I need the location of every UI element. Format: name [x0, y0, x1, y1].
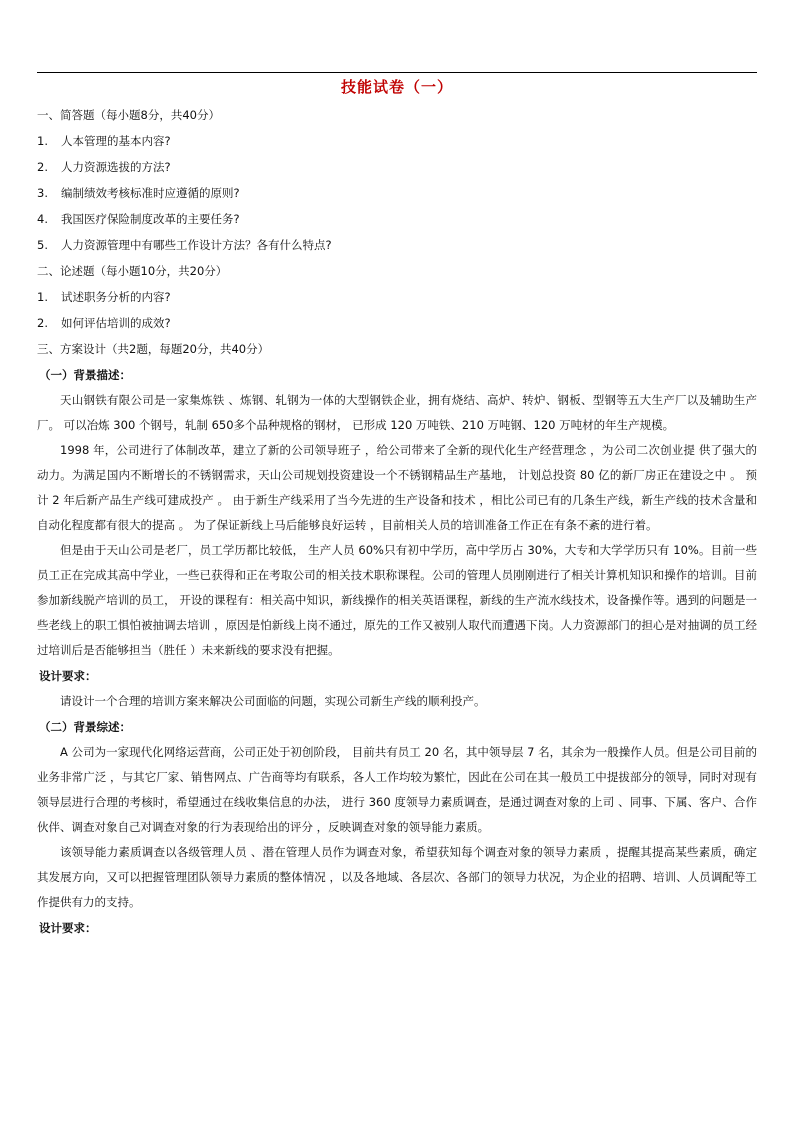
question-text: 试述职务分析的内容?: [61, 290, 171, 304]
case-heading: （二）背景综述：: [39, 720, 131, 734]
requirement-heading: 设计要求：: [39, 921, 97, 935]
question-item: [37, 128, 757, 154]
question-item: [37, 310, 757, 336]
header-rule: [37, 72, 757, 73]
question-text: 编制绩效考核标准时应遵循的原则?: [61, 186, 240, 200]
requirement-text: 请设计一个合理的培训方案来解决公司面临的问题，实现公司新生产线的顺利投产。: [60, 694, 486, 708]
question-number: 2.: [37, 160, 48, 174]
question-text: 人力资源管理中有哪些工作设计方法？各有什么特点?: [61, 238, 332, 252]
document-body: [37, 102, 757, 941]
page-title: 技能试卷（一）: [340, 78, 453, 96]
question-number: 5.: [37, 238, 48, 252]
question-text: 人本管理的基本内容?: [61, 134, 171, 148]
question-text: 人力资源选拔的方法?: [61, 160, 171, 174]
question-number: 1.: [37, 290, 48, 304]
case-heading: （一）背景描述：: [39, 368, 131, 382]
question-item: [37, 284, 757, 310]
section-heading: 三、方案设计（共2题，每题20分，共40分）: [37, 342, 270, 356]
question-number: 4.: [37, 212, 48, 226]
question-number: 2.: [37, 316, 48, 330]
case-paragraph: 天山钢铁有限公司是一家集炼铁 、炼钢、轧钢为一体的大型钢铁企业，拥有烧结、高炉、转炉、钢板、型钢等五大生产厂以及辅助生产厂。 可以冶炼 300 个钢号，轧制 650多个品种规格的钢材， 已形成 120 万吨铁、210 万吨钢、120 万吨材的年生产规模。: [37, 393, 757, 432]
case-paragraph: 该领导能力素质调查以各级管理人员 、潜在管理人员作为调查对象，希望获知每个调查对象的领导力素质 ，提醒其提高某些素质，确定其发展方向，又可以把握管理团队领导力素质的整体情况 ，以及各地域、各层次、各部门的领导力状况，为企业的招聘、培训、人员调配等工作提供有力的支持。: [37, 845, 757, 909]
requirement-heading: 设计要求：: [39, 669, 97, 683]
section-heading: 二、论述题（每小题10分，共20分）: [37, 264, 228, 278]
question-text: 如何评估培训的成效?: [61, 316, 171, 330]
question-item: [37, 154, 757, 180]
question-text: 我国医疗保险制度改革的主要任务?: [61, 212, 240, 226]
section-heading: 一、简答题（每小题8分，共40分）: [37, 108, 220, 122]
question-number: 1.: [37, 134, 48, 148]
case-paragraph: 1998 年，公司进行了体制改革，建立了新的公司领导班子 ，给公司带来了全新的现代化生产经营理念 ，为公司二次创业提 供了强大的动力。为满足国内不断增长的不锈钢需求，天山公司规划投资建设一个不锈钢精品生产基地， 计划总投资 80 亿的新厂房正在建设之中 。 预计 2 年后新产品生产线可建成投产 。 由于新生产线采用了当今先进的生产设备和技术 ，相比公司已有的几条生产线，新生产线的技术含量和自动化程度都有很大的提高 。 为了保证新线上马后能够良好运转 ，目前相关人员的培训准备工作正在有条不紊的进行着。: [37, 443, 757, 532]
question-item: [37, 232, 757, 258]
case-paragraph: A 公司为一家现代化网络运营商，公司正处于初创阶段， 目前共有员工 20 名，其中领导层 7 名，其余为一般操作人员。但是公司目前的业务非常广泛 ，与其它厂家、销售网点、广告商等均有联系，各人工作均较为繁忙，因此在公司在其一般员工中提拔部分的领导，同时对现有领导层进行合理的考核时，希望通过在线收集信息的办法， 进行 360 度领导力素质调查，是通过调查对象的上司 、同事、下属、客户、合作伙伴、调查对象自己对调查对象的行为表现给出的评分 ，反映调查对象的领导能力素质。: [37, 745, 757, 834]
question-number: 3.: [37, 186, 48, 200]
case-paragraph: 但是由于天山公司是老厂，员工学历都比较低， 生产人员 60%只有初中学历，高中学历占 30%，大专和大学学历只有 10%。目前一些员工正在完成其高中学业，一些已获得和正在考取公司的相关技术职称课程。公司的管理人员刚刚进行了相关计算机知识和操作的培训。目前参加新线脱产培训的员工， 开设的课程有：相关高中知识，新线操作的相关英语课程，新线的生产流水线技术，设备操作等。遇到的问题是一些老线上的职工惧怕被抽调去培训 ，原因是怕新线上岗不通过，原先的工作又被别人取代而遭遇下岗。人力资源部门的担心是对抽调的员工经过培训后是否能够担当（胜任 ）未来新线的要求没有把握。: [37, 543, 757, 657]
question-item: [37, 206, 757, 232]
question-item: [37, 180, 757, 206]
